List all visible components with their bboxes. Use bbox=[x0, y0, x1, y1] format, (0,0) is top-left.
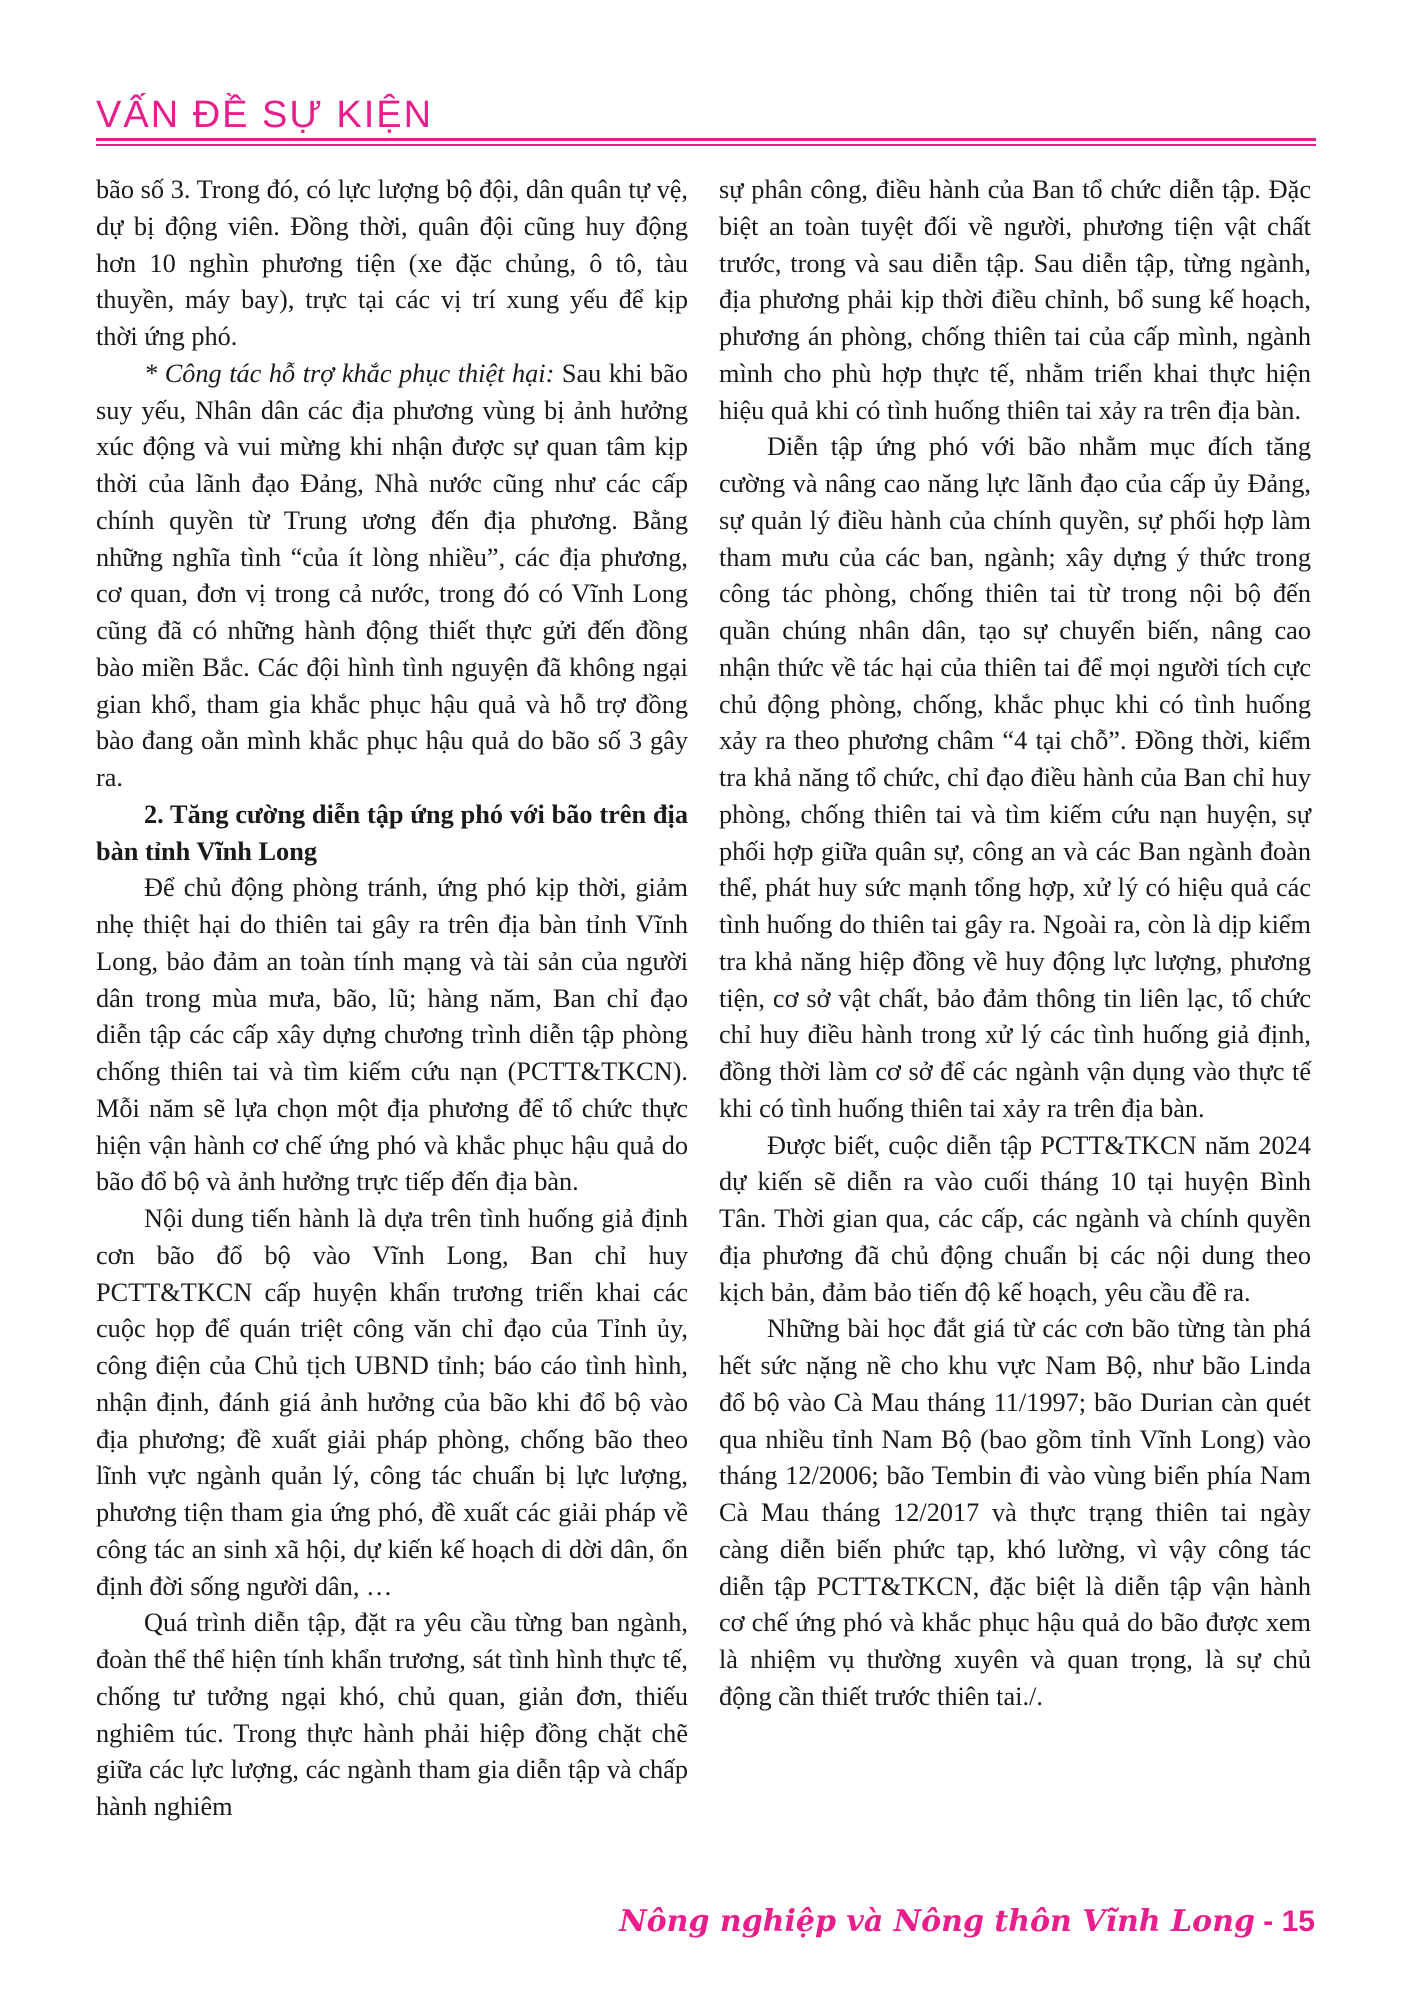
paragraph: bão số 3. Trong đó, có lực lượng bộ đội, dân quân tự vệ, dự bị động viên. Đồng thời, quân đội cũng huy động hơn 10 nghìn phương tiện (xe đặc chủng, ô tô, tàu thuyền, máy bay), trực tại các vị trí xung yếu để kịp thời ứng phó. bbox=[96, 175, 688, 351]
paragraph: Những bài học đắt giá từ các cơn bão từng tàn phá hết sức nặng nề cho khu vực Nam Bộ, như bão Linda đổ bộ vào Cà Mau tháng 11/1997; bão Durian càn quét qua nhiều tỉnh Nam Bộ (bao gồm tỉnh Vĩnh Long) vào tháng 12/2006; bão Tembin đi vào vùng biển phía Nam Cà Mau tháng 12/2017 và thực trạng thiên tai ngày càng diễn biến phức tạp, khó lường, vì vậy công tác diễn tập PCTT&TKCN, đặc biệt là diễn tập vận hành cơ chế ứng phó và khắc phục hậu quả do bão được xem là nhiệm vụ thường xuyên và quan trọng, là sự chủ động cần thiết trước thiên tai./. bbox=[719, 1314, 1311, 1711]
paragraph: Diễn tập ứng phó với bão nhằm mục đích tăng cường và nâng cao năng lực lãnh đạo của cấp ủy Đảng, sự quản lý điều hành của chính quyền, sự phối hợp làm tham mưu của các ban, ngành; xây dựng ý thức trong công tác phòng, chống thiên tai từ trong nội bộ đến quần chúng nhân dân, tạo sự chuyển biến, nâng cao nhận thức về tác hại của thiên tai để mọi người tích cực chủ động phòng, chống, khắc phục khi có tình huống xảy ra theo phương châm “4 tại chỗ”. Đồng thời, kiểm tra khả năng tổ chức, chỉ đạo điều hành của Ban chỉ huy phòng, chống thiên tai và tìm kiếm cứu nạn huyện, sự phối hợp giữa quân sự, công an và các Ban ngành đoàn thể, phát huy sức mạnh tổng hợp, xử lý có hiệu quả các tình huống do thiên tai gây ra. Ngoài ra, còn là dịp kiểm tra khả năng hiệp đồng về huy động lực lượng, phương tiện, cơ sở vật chất, bảo đảm thông tin liên lạc, tổ chức chỉ huy điều hành trong xử lý các tình huống giả định, đồng thời làm cơ sở để các ngành vận dụng vào thực tế khi có tình huống thiên tai xảy ra trên địa bàn. bbox=[719, 432, 1311, 1123]
paragraph bbox=[96, 356, 688, 797]
page-footer bbox=[619, 1904, 1315, 1939]
page-number: 15 bbox=[1281, 1905, 1315, 1938]
section-heading: 2. Tăng cường diễn tập ứng phó với bão trên địa bàn tỉnh Vĩnh Long bbox=[96, 799, 688, 866]
paragraph: Nội dung tiến hành là dựa trên tình huống giả định cơn bão đổ bộ vào Vĩnh Long, Ban chỉ huy PCTT&TKCN cấp huyện khẩn trương triển khai các cuộc họp để quán triệt công văn chỉ đạo của Tỉnh ủy, công điện của Chủ tịch UBND tỉnh; báo cáo tình hình, nhận định, đánh giá ảnh hưởng của bão khi đổ bộ vào địa phương; đề xuất giải pháp phòng, chống bão theo lĩnh vực ngành quản lý, công tác chuẩn bị lực lượng, phương tiện tham gia ứng phó, đề xuất các giải pháp về công tác an sinh xã hội, dự kiến kế hoạch di dời dân, ổn định đời sống người dân, … bbox=[96, 1204, 688, 1601]
paragraph: sự phân công, điều hành của Ban tổ chức diễn tập. Đặc biệt an toàn tuyệt đối về người, phương tiện vật chất trước, trong và sau diễn tập. Sau diễn tập, từng ngành, địa phương phải kịp thời điều chỉnh, bổ sung kế hoạch, phương án phòng, chống thiên tai của cấp mình, ngành mình cho phù hợp thực tế, nhằm triển khai thực hiện hiệu quả khi có tình huống thiên tai xảy ra trên địa bàn. bbox=[719, 175, 1311, 425]
right-column bbox=[719, 172, 1311, 1716]
header-rule-thin bbox=[96, 144, 1316, 146]
publication-name: Nông nghiệp và Nông thôn Vĩnh Long bbox=[619, 1904, 1255, 1939]
section-title: VẤN ĐỀ SỰ KIỆN bbox=[96, 94, 434, 136]
left-column bbox=[96, 172, 688, 1826]
header-rule bbox=[96, 138, 1316, 141]
paragraph: Để chủ động phòng tránh, ứng phó kịp thời, giảm nhẹ thiệt hại do thiên tai gây ra trên địa bàn tỉnh Vĩnh Long, bảo đảm an toàn tính mạng và tài sản của người dân trong mùa mưa, bão, lũ; hàng năm, Ban chỉ đạo diễn tập các cấp xây dựng chương trình diễn tập phòng chống thiên tai và tìm kiếm cứu nạn (PCTT&TKCN). Mỗi năm sẽ lựa chọn một địa phương để tổ chức thực hiện vận hành cơ chế ứng phó và khắc phục hậu quả do bão đổ bộ và ảnh hưởng trực tiếp đến địa bàn. bbox=[96, 873, 688, 1197]
paragraph-lead: * Công tác hỗ trợ khắc phục thiệt hại: bbox=[144, 358, 555, 388]
paragraph: Quá trình diễn tập, đặt ra yêu cầu từng ban ngành, đoàn thể thể hiện tính khẩn trương, sát tình hình thực tế, chống tư tưởng ngại khó, chủ quan, giản đơn, thiếu nghiêm túc. Trong thực hành phải hiệp đồng chặt chẽ giữa các lực lượng, các ngành tham gia diễn tập và chấp hành nghiêm bbox=[96, 1608, 688, 1821]
paragraph-text: Sau khi bão suy yếu, Nhân dân các địa phương vùng bị ảnh hưởng xúc động và vui mừng khi nhận được sự quan tâm kịp thời của lãnh đạo Đảng, Nhà nước cũng như các cấp chính quyền từ Trung ương đến địa phương. Bằng những nghĩa tình “của ít lòng nhiều”, các địa phương, cơ quan, đơn vị trong cả nước, trong đó có Vĩnh Long cũng đã có những hành động thiết thực gửi đến đồng bào miền Bắc. Các đội hình tình nguyện đã không ngại gian khổ, tham gia khắc phục hậu quả và hỗ trợ đồng bào đang oằn mình khắc phục hậu quả do bão số 3 gây ra. bbox=[96, 358, 688, 792]
paragraph: Được biết, cuộc diễn tập PCTT&TKCN năm 2024 dự kiến sẽ diễn ra vào cuối tháng 10 tại huyện Bình Tân. Thời gian qua, các cấp, các ngành và chính quyền địa phương đã chủ động chuẩn bị các nội dung theo kịch bản, đảm bảo tiến độ kế hoạch, yêu cầu đề ra. bbox=[719, 1130, 1311, 1307]
footer-separator: - bbox=[1254, 1905, 1282, 1938]
